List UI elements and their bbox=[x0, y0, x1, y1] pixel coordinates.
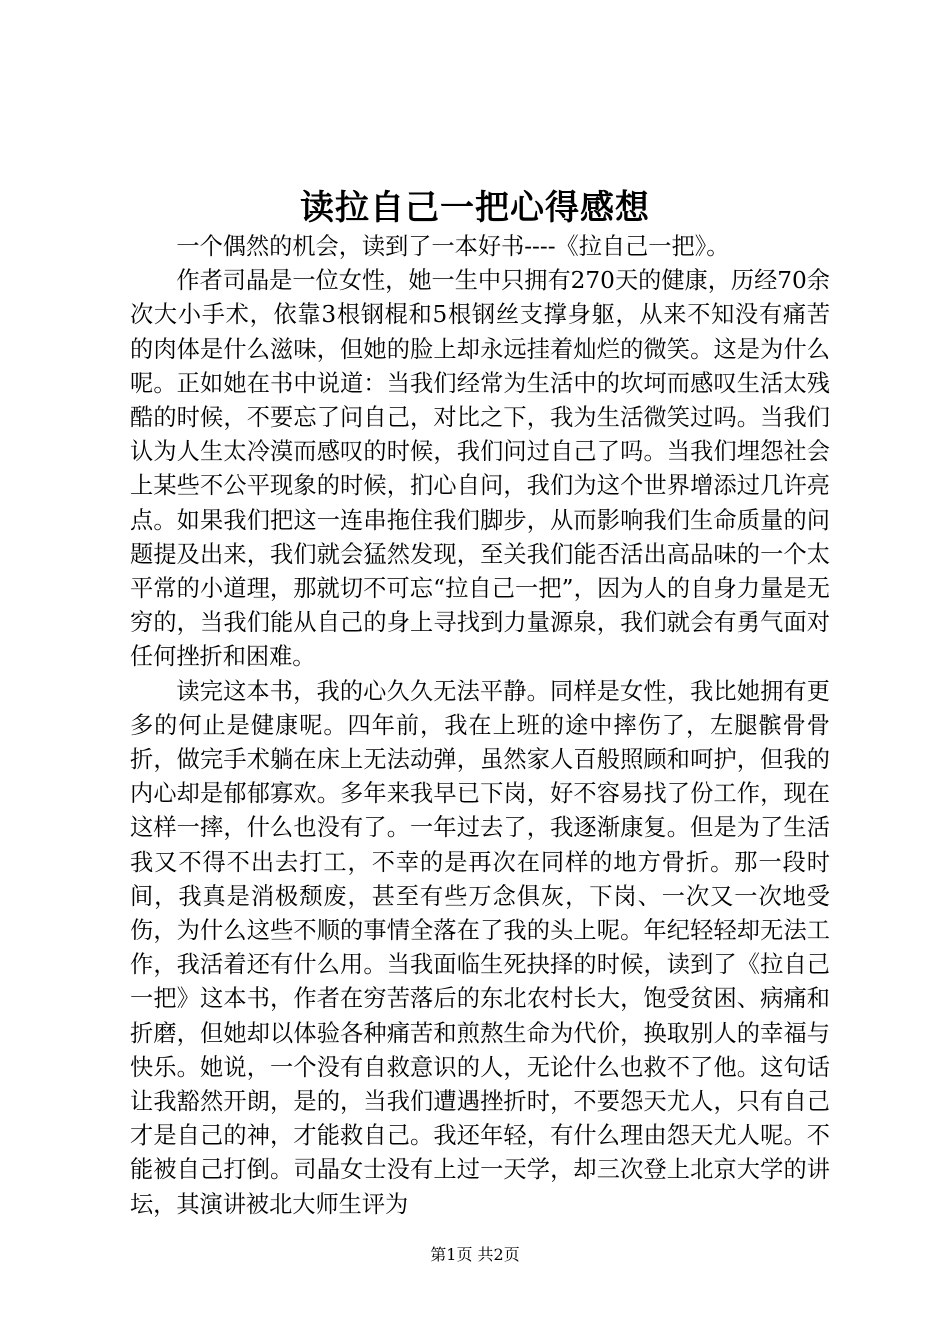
paragraph: 读完这本书，我的心久久无法平静。同样是女性，我比她拥有更多的何止是健康呢。四年前，我在上班的途中摔伤了，左腿髌骨骨折，做完手术躺在床上无法动弹，虽然家人百般照顾和呵护，但我的内心却是郁郁寡欢。多年来我早已下岗，好不容易找了份工作，现在这样一摔，什么也没有了。一年过去了，我逐渐康复。但是为了生活我又不得不出去打工，不幸的是再次在同样的地方骨折。那一段时间，我真是消极颓废，甚至有些万念俱灰，下岗、一次又一次地受伤，为什么这些不顺的事情全落在了我的头上呢。年纪轻轻却无法工作，我活着还有什么用。当我面临生死抉择的时候，读到了《拉自己一把》这本书，作者在穷苦落后的东北农村长大，饱受贫困、病痛和折磨，但她却以体验各种痛苦和煎熬生命为代价，换取别人的幸福与快乐。她说，一个没有自救意识的人，无论什么也救不了他。这句话让我豁然开朗，是的，当我们遭遇挫折时，不要怨天尤人，只有自己才是自己的神，才能救自己。我还年轻，有什么理由怨天尤人呢。不能被自己打倒。司晶女士没有上过一天学，却三次登上北京大学的讲坛，其演讲被北大师生评为 bbox=[130, 677, 830, 1218]
paragraph: 一个偶然的机会，读到了一本好书----《拉自己一把》。 bbox=[176, 233, 730, 260]
page-title: 读拉自己一把心得感想 bbox=[300, 188, 650, 228]
page-footer: 第1页 共2页 bbox=[430, 1245, 520, 1264]
paragraph: 作者司晶是一位女性，她一生中只拥有270天的健康，历经70余次大小手术，依靠3根钢棍和5根钢丝支撑身躯，从来不知没有痛苦的肉体是什么滋味，但她的脸上却永远挂着灿烂的微笑。这是为什么呢。正如她在书中说道：当我们经常为生活中的坎坷而感叹生活太残酷的时候，不要忘了问自己，对比之下，我为生活微笑过吗。当我们认为人生太冷漠而感叹的时候，我们问过自己了吗。当我们埋怨社会上某些不公平现象的时候，扪心自问，我们为这个世界增添过几许亮点。如果我们把这一连串拖住我们脚步，从而影响我们生命质量的问题提及出来，我们就会猛然发现，至关我们能否活出高品味的一个太平常的小道理，那就切不可忘“拉自己一把”，因为人的自身力量是无穷的，当我们能从自己的身上寻找到力量源泉，我们就会有勇气面对任何挫折和困难。 bbox=[130, 267, 830, 671]
article-body bbox=[130, 230, 830, 1222]
